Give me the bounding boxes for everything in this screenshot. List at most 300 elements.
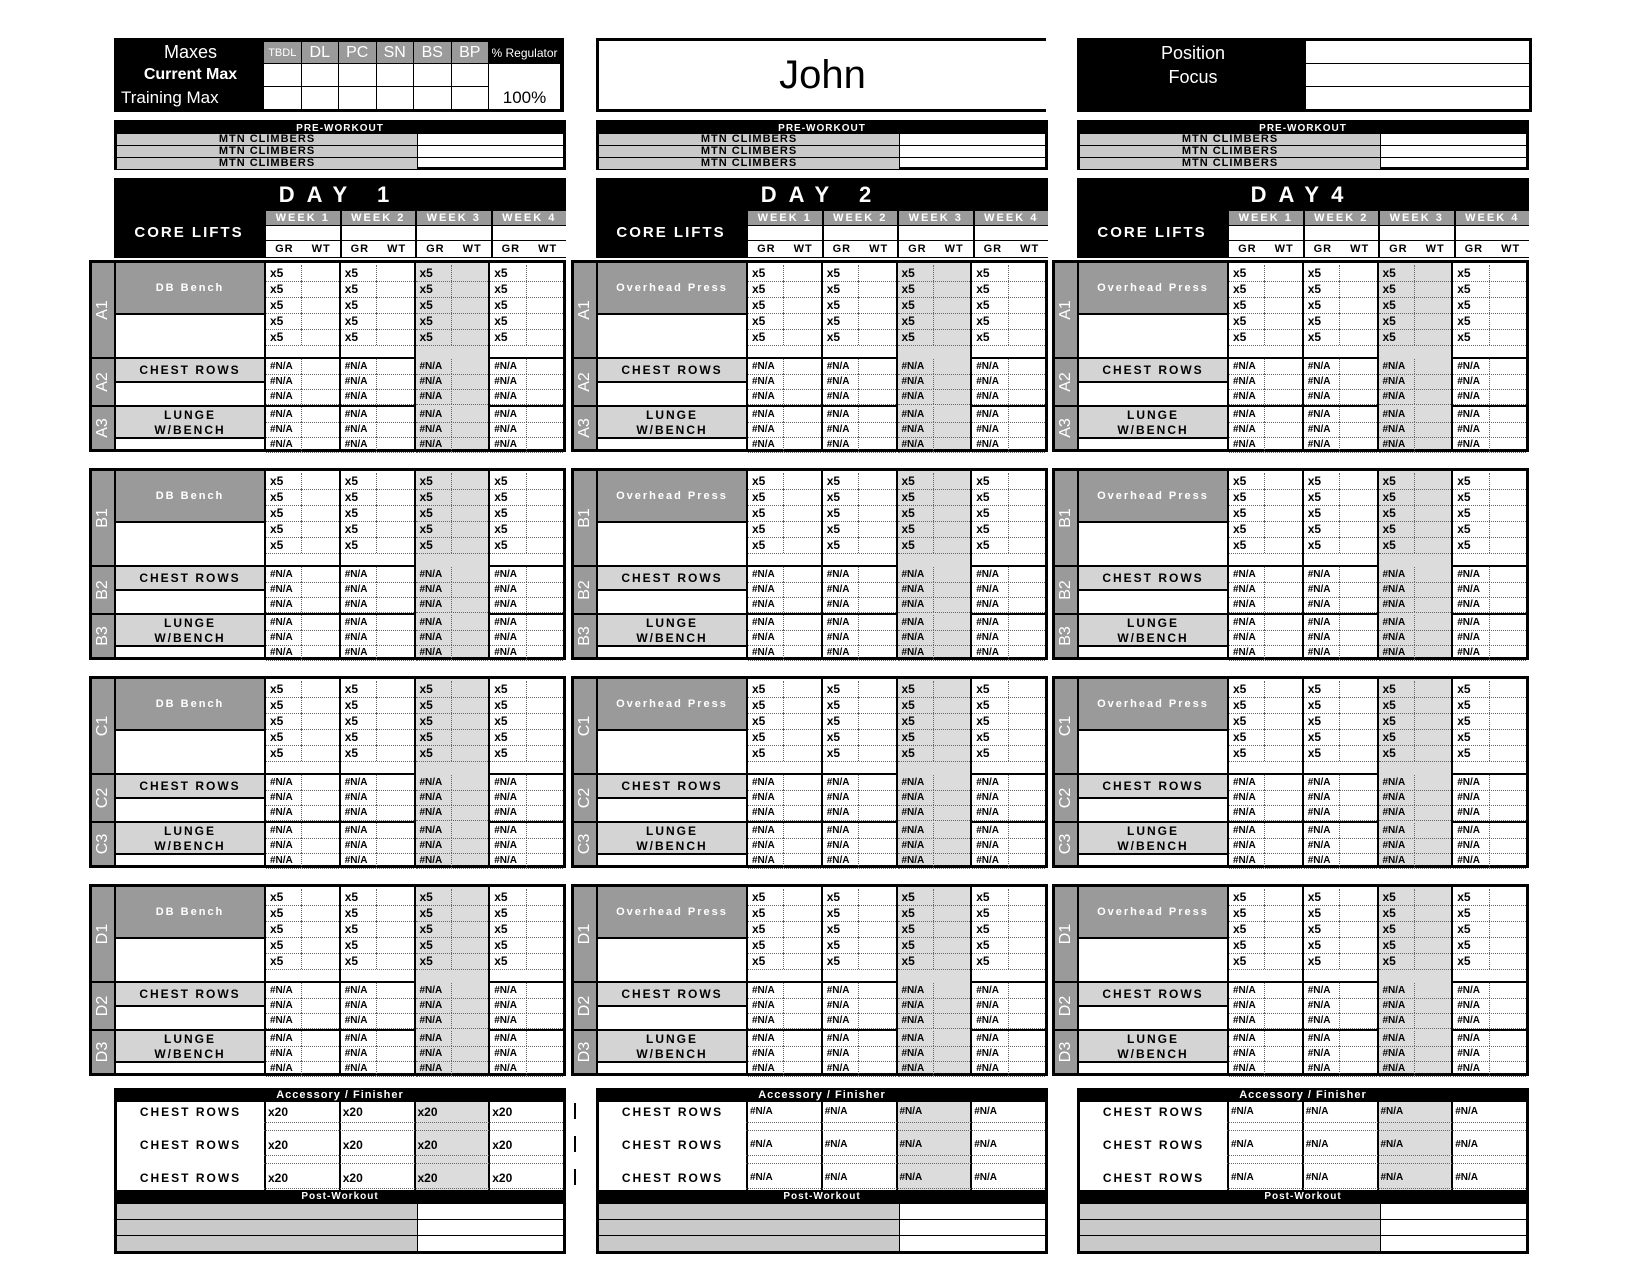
wt-entry[interactable] (1415, 1031, 1451, 1046)
post-workout-item[interactable] (599, 1236, 900, 1251)
wt-entry[interactable] (784, 537, 820, 553)
set-cell[interactable] (1379, 645, 1452, 661)
set-cell[interactable] (1304, 921, 1377, 938)
wt-entry[interactable] (934, 422, 970, 437)
set-cell[interactable] (266, 597, 339, 613)
set-cell[interactable] (898, 582, 971, 598)
set-cell[interactable] (823, 313, 896, 330)
set-cell[interactable] (341, 905, 414, 922)
wt-entry[interactable] (527, 597, 563, 612)
wt-entry[interactable] (377, 567, 413, 582)
wt-entry[interactable] (1415, 729, 1451, 745)
set-cell[interactable] (490, 630, 563, 646)
wt-entry[interactable] (527, 1046, 563, 1061)
set-cell[interactable] (972, 407, 1045, 423)
wt-entry[interactable] (859, 697, 895, 713)
wt-entry[interactable] (302, 437, 338, 452)
wt-entry[interactable] (1009, 374, 1045, 389)
wt-entry[interactable] (784, 1013, 820, 1028)
set-cell[interactable] (1453, 790, 1526, 806)
set-cell[interactable] (823, 422, 896, 438)
set-cell[interactable] (416, 853, 489, 869)
accessory-value[interactable]: #N/A (1305, 1139, 1329, 1150)
accessory-value[interactable]: x20 (417, 1105, 438, 1119)
set-cell[interactable] (748, 937, 821, 954)
set-cell[interactable] (1229, 297, 1302, 314)
wt-entry[interactable] (452, 790, 488, 805)
accessory-value[interactable]: #N/A (899, 1139, 923, 1150)
wt-entry[interactable] (1340, 921, 1376, 937)
wt-entry[interactable] (1340, 697, 1376, 713)
wt-entry[interactable] (1265, 521, 1301, 537)
set-cell[interactable] (1453, 905, 1526, 922)
wt-entry[interactable] (784, 567, 820, 582)
wt-entry[interactable] (1340, 567, 1376, 582)
set-cell[interactable] (1229, 921, 1302, 938)
wt-entry[interactable] (1490, 805, 1526, 820)
wt-entry[interactable] (377, 582, 413, 597)
wt-entry[interactable] (377, 713, 413, 729)
wt-entry[interactable] (1490, 597, 1526, 612)
set-cell[interactable] (266, 374, 339, 390)
set-cell[interactable] (416, 998, 489, 1014)
set-cell[interactable] (416, 889, 489, 906)
week-date-field[interactable] (417, 226, 491, 240)
wt-entry[interactable] (1415, 313, 1451, 329)
week-date-field[interactable] (266, 226, 340, 240)
wt-entry[interactable] (859, 597, 895, 612)
wt-entry[interactable] (784, 582, 820, 597)
set-cell[interactable] (266, 473, 339, 490)
wt-entry[interactable] (1265, 615, 1301, 630)
wt-entry[interactable] (302, 567, 338, 582)
set-cell[interactable] (490, 889, 563, 906)
set-cell[interactable] (490, 1061, 563, 1077)
wt-entry[interactable] (1490, 775, 1526, 790)
wt-entry[interactable] (934, 505, 970, 521)
wt-entry[interactable] (859, 983, 895, 998)
set-cell[interactable] (898, 745, 971, 762)
wt-entry[interactable] (302, 313, 338, 329)
wt-entry[interactable] (859, 745, 895, 761)
wt-entry[interactable] (1490, 422, 1526, 437)
set-cell[interactable] (416, 407, 489, 423)
set-cell[interactable] (266, 998, 339, 1014)
set-cell[interactable] (490, 937, 563, 954)
wt-entry[interactable] (859, 853, 895, 868)
set-cell[interactable] (1379, 489, 1452, 506)
set-cell[interactable] (416, 374, 489, 390)
wt-entry[interactable] (302, 1031, 338, 1046)
wt-entry[interactable] (302, 805, 338, 820)
set-cell[interactable] (1229, 681, 1302, 698)
set-cell[interactable] (490, 597, 563, 613)
wt-entry[interactable] (452, 998, 488, 1013)
set-cell[interactable] (823, 713, 896, 730)
wt-entry[interactable] (1265, 265, 1301, 281)
wt-entry[interactable] (784, 853, 820, 868)
set-cell[interactable] (748, 953, 821, 970)
wt-entry[interactable] (452, 853, 488, 868)
set-cell[interactable] (1453, 889, 1526, 906)
set-cell[interactable] (1229, 630, 1302, 646)
wt-entry[interactable] (1009, 983, 1045, 998)
wt-entry[interactable] (859, 582, 895, 597)
set-cell[interactable] (972, 1046, 1045, 1062)
set-cell[interactable] (341, 1031, 414, 1047)
set-cell[interactable] (1304, 645, 1377, 661)
wt-entry[interactable] (527, 437, 563, 452)
wt-entry[interactable] (859, 374, 895, 389)
set-cell[interactable] (1304, 329, 1377, 346)
set-cell[interactable] (1453, 823, 1526, 839)
set-cell[interactable] (748, 407, 821, 423)
set-cell[interactable] (898, 407, 971, 423)
set-cell[interactable] (266, 729, 339, 746)
set-cell[interactable] (898, 713, 971, 730)
set-cell[interactable] (341, 313, 414, 330)
set-cell[interactable] (823, 389, 896, 405)
set-cell[interactable] (972, 567, 1045, 583)
wt-entry[interactable] (1340, 389, 1376, 404)
wt-entry[interactable] (527, 745, 563, 761)
set-cell[interactable] (972, 265, 1045, 282)
wt-entry[interactable] (527, 805, 563, 820)
set-cell[interactable] (748, 489, 821, 506)
wt-entry[interactable] (452, 521, 488, 537)
set-cell[interactable] (1379, 1046, 1452, 1062)
set-cell[interactable] (416, 790, 489, 806)
wt-entry[interactable] (1490, 489, 1526, 505)
set-cell[interactable] (266, 630, 339, 646)
set-cell[interactable] (266, 953, 339, 970)
set-cell[interactable] (490, 437, 563, 453)
wt-entry[interactable] (1009, 437, 1045, 452)
wt-entry[interactable] (1265, 567, 1301, 582)
wt-entry[interactable] (784, 1046, 820, 1061)
set-cell[interactable] (416, 745, 489, 762)
set-cell[interactable] (1379, 297, 1452, 314)
wt-entry[interactable] (452, 697, 488, 713)
wt-entry[interactable] (1415, 630, 1451, 645)
set-cell[interactable] (490, 374, 563, 390)
set-cell[interactable] (341, 597, 414, 613)
accessory-value[interactable]: #N/A (974, 1106, 998, 1117)
week-date-field[interactable] (824, 226, 898, 240)
set-cell[interactable] (898, 729, 971, 746)
set-cell[interactable] (1379, 905, 1452, 922)
wt-entry[interactable] (859, 329, 895, 345)
set-cell[interactable] (748, 537, 821, 554)
wt-entry[interactable] (1490, 297, 1526, 313)
set-cell[interactable] (898, 630, 971, 646)
wt-entry[interactable] (1340, 853, 1376, 868)
wt-entry[interactable] (1415, 265, 1451, 281)
wt-entry[interactable] (1340, 745, 1376, 761)
week-date-field[interactable] (899, 226, 973, 240)
set-cell[interactable] (748, 359, 821, 375)
wt-entry[interactable] (1265, 437, 1301, 452)
set-cell[interactable] (1379, 775, 1452, 791)
set-cell[interactable] (1453, 745, 1526, 762)
wt-entry[interactable] (859, 473, 895, 489)
set-cell[interactable] (416, 905, 489, 922)
set-cell[interactable] (416, 681, 489, 698)
accessory-value[interactable]: #N/A (1455, 1139, 1479, 1150)
set-cell[interactable] (1453, 729, 1526, 746)
set-cell[interactable] (972, 745, 1045, 762)
wt-entry[interactable] (1340, 998, 1376, 1013)
wt-entry[interactable] (1265, 297, 1301, 313)
wt-entry[interactable] (784, 329, 820, 345)
set-cell[interactable] (748, 389, 821, 405)
accessory-value[interactable]: #N/A (1455, 1172, 1479, 1183)
wt-entry[interactable] (1415, 489, 1451, 505)
set-cell[interactable] (416, 389, 489, 405)
wt-entry[interactable] (527, 713, 563, 729)
set-cell[interactable] (1379, 329, 1452, 346)
set-cell[interactable] (490, 505, 563, 522)
set-cell[interactable] (898, 697, 971, 714)
wt-entry[interactable] (1415, 329, 1451, 345)
wt-entry[interactable] (527, 567, 563, 582)
set-cell[interactable] (341, 1046, 414, 1062)
wt-entry[interactable] (527, 473, 563, 489)
wt-entry[interactable] (934, 645, 970, 660)
wt-entry[interactable] (1340, 437, 1376, 452)
wt-entry[interactable] (302, 374, 338, 389)
set-cell[interactable] (490, 853, 563, 869)
set-cell[interactable] (1379, 697, 1452, 714)
set-cell[interactable] (972, 937, 1045, 954)
wt-entry[interactable] (1415, 853, 1451, 868)
set-cell[interactable] (898, 953, 971, 970)
wt-entry[interactable] (302, 359, 338, 374)
set-cell[interactable] (1229, 521, 1302, 538)
set-cell[interactable] (490, 407, 563, 423)
accessory-value[interactable]: #N/A (1231, 1106, 1254, 1117)
set-cell[interactable] (266, 582, 339, 598)
wt-entry[interactable] (527, 630, 563, 645)
wt-entry[interactable] (1415, 905, 1451, 921)
set-cell[interactable] (972, 889, 1045, 906)
set-cell[interactable] (490, 823, 563, 839)
wt-entry[interactable] (1490, 998, 1526, 1013)
wt-entry[interactable] (1490, 645, 1526, 660)
set-cell[interactable] (898, 838, 971, 854)
wt-entry[interactable] (1009, 359, 1045, 374)
wt-entry[interactable] (859, 313, 895, 329)
set-cell[interactable] (823, 645, 896, 661)
wt-entry[interactable] (934, 745, 970, 761)
wt-entry[interactable] (1009, 645, 1045, 660)
set-cell[interactable] (972, 521, 1045, 538)
wt-entry[interactable] (1340, 838, 1376, 853)
wt-entry[interactable] (302, 521, 338, 537)
set-cell[interactable] (1453, 297, 1526, 314)
set-cell[interactable] (898, 681, 971, 698)
accessory-value[interactable]: #N/A (1380, 1139, 1404, 1150)
wt-entry[interactable] (302, 1013, 338, 1028)
wt-entry[interactable] (377, 329, 413, 345)
wt-entry[interactable] (1009, 297, 1045, 313)
set-cell[interactable] (748, 838, 821, 854)
wt-entry[interactable] (377, 823, 413, 838)
set-cell[interactable] (898, 505, 971, 522)
wt-entry[interactable] (934, 713, 970, 729)
wt-entry[interactable] (1340, 359, 1376, 374)
set-cell[interactable] (748, 905, 821, 922)
position-lines[interactable] (1306, 41, 1529, 109)
set-cell[interactable] (416, 615, 489, 631)
wt-entry[interactable] (784, 281, 820, 297)
wt-entry[interactable] (784, 905, 820, 921)
set-cell[interactable] (490, 281, 563, 298)
wt-entry[interactable] (1265, 389, 1301, 404)
wt-entry[interactable] (1340, 937, 1376, 953)
set-cell[interactable] (341, 1013, 414, 1029)
wt-entry[interactable] (859, 921, 895, 937)
set-cell[interactable] (416, 645, 489, 661)
wt-entry[interactable] (859, 359, 895, 374)
set-cell[interactable] (1304, 582, 1377, 598)
set-cell[interactable] (972, 630, 1045, 646)
wt-entry[interactable] (377, 729, 413, 745)
wt-entry[interactable] (1265, 1013, 1301, 1028)
set-cell[interactable] (266, 407, 339, 423)
set-cell[interactable] (266, 937, 339, 954)
wt-entry[interactable] (1490, 745, 1526, 761)
wt-entry[interactable] (527, 615, 563, 630)
set-cell[interactable] (490, 521, 563, 538)
set-cell[interactable] (1453, 1046, 1526, 1062)
accessory-value[interactable]: #N/A (1305, 1172, 1329, 1183)
wt-entry[interactable] (527, 329, 563, 345)
accessory-value[interactable]: x20 (417, 1138, 438, 1152)
wt-entry[interactable] (1265, 823, 1301, 838)
set-cell[interactable] (1453, 805, 1526, 821)
wt-entry[interactable] (1415, 389, 1451, 404)
wt-entry[interactable] (1340, 265, 1376, 281)
set-cell[interactable] (1379, 582, 1452, 598)
set-cell[interactable] (972, 422, 1045, 438)
set-cell[interactable] (1379, 1061, 1452, 1077)
wt-entry[interactable] (302, 1061, 338, 1076)
wt-entry[interactable] (452, 729, 488, 745)
wt-entry[interactable] (1490, 790, 1526, 805)
set-cell[interactable] (748, 422, 821, 438)
set-cell[interactable] (490, 775, 563, 791)
wt-entry[interactable] (302, 1046, 338, 1061)
wt-entry[interactable] (1490, 697, 1526, 713)
set-cell[interactable] (898, 1031, 971, 1047)
accessory-value[interactable]: #N/A (1231, 1139, 1254, 1150)
set-cell[interactable] (748, 297, 821, 314)
set-cell[interactable] (416, 473, 489, 490)
set-cell[interactable] (416, 597, 489, 613)
wt-entry[interactable] (934, 265, 970, 281)
wt-entry[interactable] (784, 729, 820, 745)
wt-entry[interactable] (1340, 953, 1376, 969)
set-cell[interactable] (823, 537, 896, 554)
training-max-cell[interactable] (376, 87, 414, 110)
wt-entry[interactable] (1340, 582, 1376, 597)
set-cell[interactable] (341, 407, 414, 423)
wt-entry[interactable] (1009, 1013, 1045, 1028)
wt-entry[interactable] (1009, 422, 1045, 437)
wt-entry[interactable] (377, 905, 413, 921)
wt-entry[interactable] (452, 597, 488, 612)
wt-entry[interactable] (784, 697, 820, 713)
set-cell[interactable] (1379, 729, 1452, 746)
wt-entry[interactable] (1490, 537, 1526, 553)
accessory-value[interactable]: #N/A (899, 1106, 923, 1117)
wt-entry[interactable] (934, 297, 970, 313)
set-cell[interactable] (1453, 713, 1526, 730)
wt-entry[interactable] (1415, 437, 1451, 452)
wt-entry[interactable] (1415, 838, 1451, 853)
set-cell[interactable] (823, 998, 896, 1014)
wt-entry[interactable] (527, 521, 563, 537)
set-cell[interactable] (1453, 597, 1526, 613)
wt-entry[interactable] (302, 729, 338, 745)
set-cell[interactable] (1304, 597, 1377, 613)
set-cell[interactable] (823, 567, 896, 583)
wt-entry[interactable] (859, 713, 895, 729)
wt-entry[interactable] (452, 905, 488, 921)
set-cell[interactable] (1453, 998, 1526, 1014)
set-cell[interactable] (1453, 407, 1526, 423)
set-cell[interactable] (1453, 1013, 1526, 1029)
wt-entry[interactable] (302, 790, 338, 805)
set-cell[interactable] (823, 473, 896, 490)
wt-entry[interactable] (1415, 790, 1451, 805)
current-max-cell[interactable] (264, 64, 302, 87)
set-cell[interactable] (266, 281, 339, 298)
wt-entry[interactable] (1490, 1046, 1526, 1061)
set-cell[interactable] (266, 745, 339, 762)
wt-entry[interactable] (527, 422, 563, 437)
set-cell[interactable] (341, 937, 414, 954)
wt-entry[interactable] (1265, 1031, 1301, 1046)
set-cell[interactable] (823, 775, 896, 791)
set-cell[interactable] (898, 313, 971, 330)
set-cell[interactable] (266, 489, 339, 506)
accessory-value[interactable]: #N/A (974, 1172, 998, 1183)
set-cell[interactable] (1229, 905, 1302, 922)
wt-entry[interactable] (1340, 805, 1376, 820)
wt-entry[interactable] (452, 265, 488, 281)
wt-entry[interactable] (527, 983, 563, 998)
accessory-value[interactable]: #N/A (974, 1139, 998, 1150)
set-cell[interactable] (1453, 681, 1526, 698)
wt-entry[interactable] (1415, 521, 1451, 537)
set-cell[interactable] (1229, 1046, 1302, 1062)
set-cell[interactable] (1453, 953, 1526, 970)
wt-entry[interactable] (1340, 537, 1376, 553)
wt-entry[interactable] (934, 889, 970, 905)
wt-entry[interactable] (1009, 729, 1045, 745)
set-cell[interactable] (748, 889, 821, 906)
set-cell[interactable] (748, 473, 821, 490)
set-cell[interactable] (748, 313, 821, 330)
wt-entry[interactable] (527, 921, 563, 937)
set-cell[interactable] (341, 489, 414, 506)
set-cell[interactable] (416, 1013, 489, 1029)
set-cell[interactable] (1229, 838, 1302, 854)
set-cell[interactable] (341, 374, 414, 390)
wt-entry[interactable] (377, 745, 413, 761)
